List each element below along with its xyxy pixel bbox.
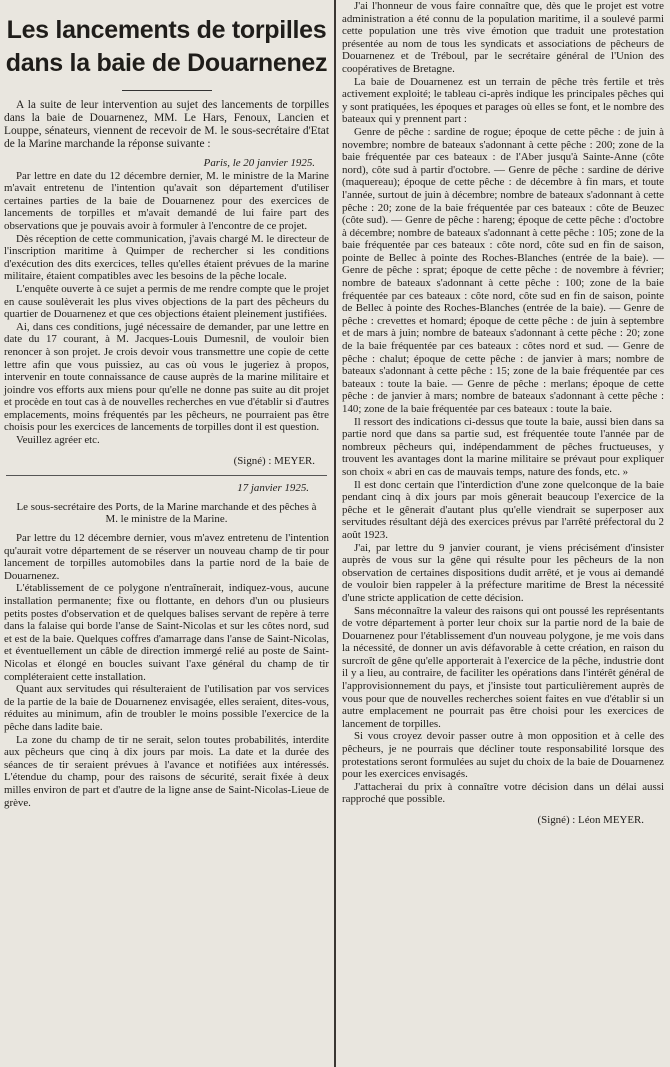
letter2-paragraph: La zone du champ de tir ne serait, selon toutes probabilités, interdite aux pêcheurs que cinq à dix jours par mois. La date et la durée des séances de tir seraient prévues à l'avance et notifiées aux intéressés. L'étendue du champ, pour des raisons de sécurité, serait fixée à deux milles environ de part et d'autre de la ligne anse de Saint-Nicolas-Lieue de grève. <box>4 733 329 809</box>
letter2-paragraph: Par lettre du 12 décembre dernier, vous m'avez entretenu de l'intention qu'aurait votre département de se réserver un nouveau champ de tir pour lancement de torpilles automobiles dans la partie nord de la baie de Douarnenez. <box>4 532 329 582</box>
letter2-paragraph: Il ressort des indications ci-dessus que toute la baie, aussi bien dans sa partie nord que dans sa partie sud, est fréquentée toute l'année par de nombreux pêcheurs qui, indépendamment de pêches fructueuses, y trouvent les avantages dont la marine militaire se prévaut pour expliquer son choix « abri en cas de mauvais temps, nature des fonds, etc. » <box>342 415 664 478</box>
letter1-paragraph: Ai, dans ces conditions, jugé nécessaire de demander, par une lettre en date du 17 courant, à M. Jacques-Louis Dumesnil, de vouloir bien renoncer à son projet. Je crois devoir vous transmettre une copie de cette lettre afin que vous puissiez, au cas où vous le jugeriez à propos, intervenir en toute connaissance de cause auprès de la marine militaire et joindre vos efforts aux miens pour qu'elle ne donne pas suite au dit projet et procède en tout cas à de nouvelles recherches en vue d'établir si d'autres emplacements, moins fréquentés par les pêcheurs, ne pourraient pas être choisis pour les exercices de lancements de torpilles dont il est question. <box>4 320 329 434</box>
letter2-signature: (Signé) : Léon MEYER. <box>537 814 644 826</box>
right-column <box>338 0 670 1067</box>
letter1-dateline: Paris, le 20 janvier 1925. <box>203 157 315 169</box>
letter2-header: Le sous-secrétaire des Ports, de la Marine marchande et des pêches à M. le ministre de la Marine. <box>16 500 317 526</box>
letter1-paragraph: L'enquête ouverte à ce sujet a permis de me rendre compte que le projet en cause soulèverait les plus vives objections de la part des pêcheurs du quartier de Douarnenez et que ces objections étaient pleinement justifiées. <box>4 282 329 321</box>
letter2-paragraph: L'établissement de ce polygone n'entraînerait, indiquez-vous, aucune installation permanente; fixe ou flottante, en dehors d'un ou plusieurs petits postes d'observation et de quelques balises servant de repère à terre dans la falaise qui borde l'anse de Saint-Nicolas et sur les côtes nord, sud et est de la baie. Quelques coffres d'amarrage dans l'anse de Saint-Nicolas, et éventuellement un câble de direction immergé relié au poste de Saint-Nicolas et élongé en boucles suivant l'axe général du champ de tir compléteraient cette installation. <box>4 582 329 683</box>
article-headline: Les lancements de torpilles dans la baie de Douarnenez <box>5 16 328 77</box>
headline-divider <box>122 90 212 91</box>
letter2-paragraph: La baie de Douarnenez est un terrain de pêche très fertile et très activement exploité; le tableau ci-après indique les principales pêches qui y sont pratiquées, les époques et parages où elles se font, et le nombre des bateaux qui y prennent part : <box>342 75 664 126</box>
letter2-paragraph: Quant aux servitudes qui résulteraient de l'utilisation par vos services de la partie de la baie de Douarnenez envisagée, elles seraient, dites-vous, réduites au minimum, afin de troubler le moins possible l'exercice de la pêche dans ladite baie. <box>4 683 329 733</box>
letter2-paragraph: J'attacherai du prix à connaître votre décision dans un délai aussi rapproché que possible. <box>342 780 664 806</box>
letter2-dateline: 17 janvier 1925. <box>237 482 309 495</box>
fishing-table-paragraph: Genre de pêche : sardine de rogue; époque de cette pêche : de juin à novembre; nombre de bateaux s'adonnant à cette pêche : 200; zone de la baie fréquentée par ces bateaux : de l'Aber jusqu'à Sainte-Anne (côte nord), côte sud à partir d'octobre. — Genre de pêche : sardine de dérive (maquereau); époque de cette pêche : de décembre à fin mars, et toute l'année, surtout de juin à décembre; nombre de bateaux s'adonnant à cette pêche : 20; zone de la baie fréquentée par ces bateaux : côte de Beuzec (côte sud). — Genre de pêche : hareng; époque de cette pêche : d'octobre à décembre; nombre de bateaux s'adonnant à cette pêche : 105; zone de la baie fréquentée par ces bateaux : côte nord, côte sud en fin de saison, pointe de Bellec à pointe des Roches-Blanches (entrée de la baie). — Genre de pêche : sprat; époque de cette pêche : de novembre à février; nombre de bateaux s'adonnant à cette pêche : 100; zone de la baie fréquentée par ces bateaux : côte nord, côte sud en fin de saison, pointe de Bellec à pointe des Roches-Blanches (entrée de la baie). — Genre de pêche : crevettes et homard; époque de cette pêche : de juin à septembre et de mars à juin; nombre de bateaux s'adonnant à cette pêche : 20; zone de la baie fréquentée par ces bateaux : côtes nord et sud. — Genre de pêche : chalut; époque de cette pêche : de janvier à mars; nombre de bateaux s'adonnant à cette pêche : 15; zone de la baie fréquentée par ces bateaux : toute la baie. — Genre de pêche : merlans; époque de cette pêche : de janvier à mars; nombre de bateaux s'adonnant à cette pêche : 140; zone de la baie fréquentée par ces bateaux : toute la baie. <box>342 125 664 415</box>
letter1-paragraph: Par lettre en date du 12 décembre dernier, M. le ministre de la Marine m'avait entretenu de l'intention qu'avait son département d'utiliser certaines parties de la baie de Douarnenez pour des exercices de lancements de torpilles et m'avait demandé de lui faire part des observations que je pouvais avoir à formuler à l'encontre de ce projet. <box>4 169 329 232</box>
letter2-paragraph: Sans méconnaître la valeur des raisons qui ont poussé les représentants de votre département à porter leur choix sur la partie nord de la baie de Douarnenez pour l'établissement d'un nouveau polygone, je me vois dans la nécessité, de donner un avis défavorable à cette création, en raison du surcroît de gêne qu'elle apporterait à l'exercice de la pêche, industrie dont il y a lieu, au contraire, de faciliter les opérations dans l'intérêt général de l'approvisionnement du pays, et j'insiste tout particulièrement auprès de vous pour que de nouvelles recherches soient faites en vue d'établir si un autre emplacement ne pourrait pas être choisi pour les exercices de lancement de torpilles. <box>342 604 664 730</box>
column-divider <box>334 0 336 1067</box>
section-divider <box>6 475 327 476</box>
letter2-paragraph: J'ai l'honneur de vous faire connaître que, dès que le projet est votre administration a été connu de la population maritime, il a soulevé parmi cette population une très vive émotion que traduit une protestation présentée au nom de tous les syndicats et associations de pêcheurs de Douarnenez et de Tréboul, par le secrétaire général de l'Union des coopératives de Bretagne. <box>342 0 664 75</box>
letter2-paragraph: J'ai, par lettre du 9 janvier courant, je viens précisément d'insister auprès de vous sur la gêne qui résulte pour les pêcheurs de la non observation de certaines dispositions dudit arrêté, et je vous ai demandé de vouloir bien rappeler à la préfecture maritime de Brest la nécessité d'une stricte application de cette décision. <box>342 541 664 604</box>
letter2-paragraph: Si vous croyez devoir passer outre à mon opposition et à celle des pêcheurs, je ne pourrais que décliner toute responsabilité lorsque des protestations seront formulées au sujet du choix de la baie de Douarnenez pour les exercices envisagés. <box>342 730 664 781</box>
letter1-paragraph: Veuillez agréer etc. <box>16 434 100 447</box>
letter2-paragraph: Il est donc certain que l'interdiction d'une zone quelconque de la baie pendant cinq à dix jours par mois gênerait beaucoup l'exercice de la pêche et le gênerait d'autant plus qu'elle viendrait se superposer aux servitudes résultant déjà des exercices prévus par l'arrêté préfectoral du 2 août 1923. <box>342 478 664 541</box>
letter1-paragraph: Dès réception de cette communication, j'avais chargé M. le directeur de l'inscription maritime à Quimper de rechercher si les conditions d'exécution des dits exercices, telles qu'elles étaient prévues de la marine militaire, étaient compatibles avec les besoins de la pêche locale. <box>4 232 329 283</box>
letter1-signature: (Signé) : MEYER. <box>233 454 315 467</box>
intro-paragraph: A la suite de leur intervention au sujet des lancements de torpilles dans la baie de Douarnenez, MM. Le Hars, Fenoux, Lancien et Louppe, sénateurs, viennent de recevoir de M. le sous-secrétaire d'Etat de la Marine marchande la réponse suivante : <box>4 99 329 150</box>
